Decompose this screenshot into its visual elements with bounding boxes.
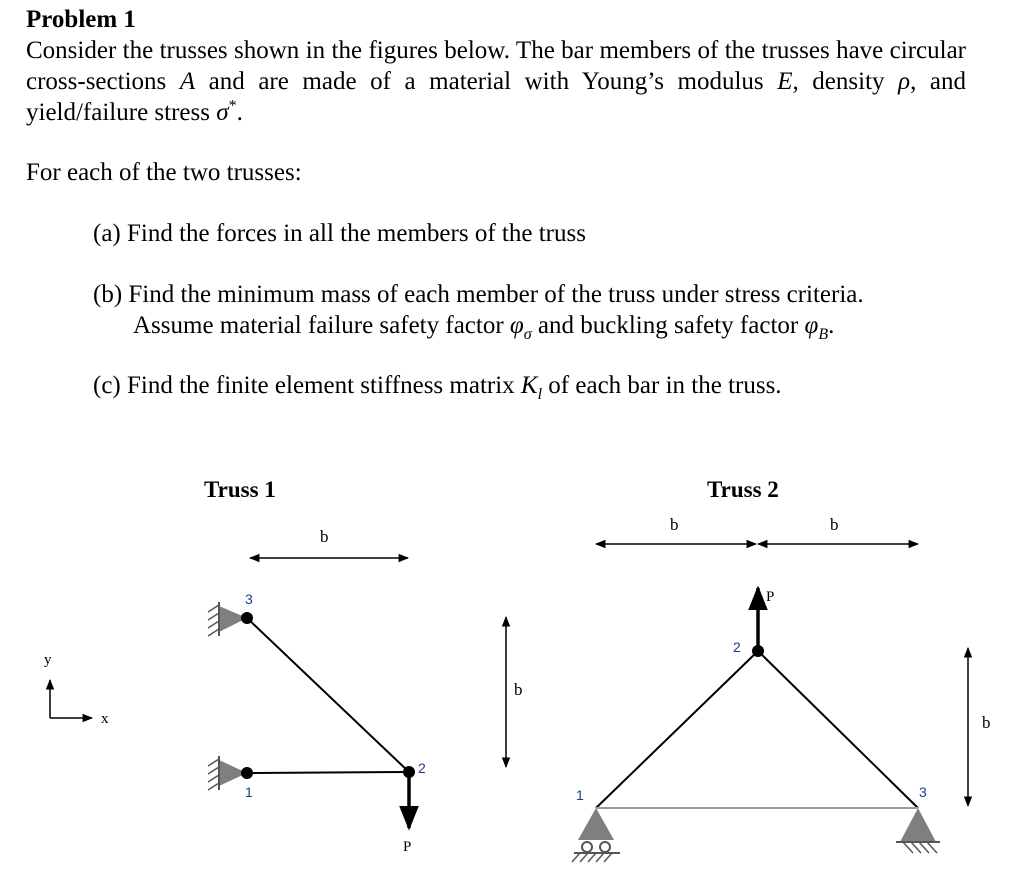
truss1-load-label: P bbox=[403, 839, 412, 855]
question-b-line-1: (b) Find the minimum mass of each member of the truss under stress criteria. bbox=[93, 281, 864, 308]
superscript-star: * bbox=[228, 97, 237, 115]
truss1-node-3 bbox=[241, 612, 253, 624]
truss1-member-1-2 bbox=[247, 772, 409, 773]
truss2-roller-support-1 bbox=[572, 808, 620, 862]
truss1-dim-vertical-label: b bbox=[514, 680, 523, 699]
symbol-area: A bbox=[179, 68, 196, 95]
intro-part-1: Consider the trusses shown in the figures below. The bar members of the trusses have circular cross-sections bbox=[26, 37, 966, 95]
truss2-node-1-label: 1 bbox=[576, 787, 584, 803]
truss2-dim-vertical-label: b bbox=[982, 713, 991, 732]
truss1-title: Truss 1 bbox=[204, 477, 276, 502]
truss2-node-2-label: 2 bbox=[733, 639, 741, 655]
truss2-pin-support-3 bbox=[896, 808, 940, 853]
symbol-phi-b: φ bbox=[804, 312, 819, 339]
question-b-text-2: and buckling safety factor bbox=[531, 312, 805, 339]
truss2-member-2-3 bbox=[758, 651, 918, 808]
axis-x-label: x bbox=[101, 711, 109, 727]
subscript-sigma: σ bbox=[523, 326, 532, 343]
truss2-node-3-label: 3 bbox=[919, 784, 927, 800]
question-a: (a) Find the forces in all the members of the truss bbox=[93, 220, 586, 247]
symbol-phi-sigma: φ bbox=[509, 312, 524, 339]
for-each-line: For each of the two trusses: bbox=[26, 159, 302, 186]
subscript-l: l bbox=[537, 386, 543, 403]
axes-icon bbox=[50, 680, 92, 718]
truss1-dim-horizontal-label: b bbox=[320, 527, 329, 546]
truss1-node-2-label: 2 bbox=[418, 760, 426, 776]
truss2-dim-left-label: b bbox=[670, 515, 679, 534]
question-c-text-1: (c) Find the finite element stiffness matrix bbox=[93, 372, 521, 399]
problem-intro bbox=[26, 35, 966, 128]
question-b-text-1: Assume material failure safety factor bbox=[133, 312, 510, 339]
symbol-stiffness-k: K bbox=[520, 372, 538, 399]
question-c-text-2: of each bar in the truss. bbox=[542, 372, 782, 399]
intro-part-5: . bbox=[236, 99, 243, 126]
question-b-text-3: . bbox=[828, 312, 835, 339]
truss2-member-1-2 bbox=[596, 651, 758, 808]
truss1-node-1-label: 1 bbox=[245, 784, 253, 800]
truss2-node-2 bbox=[752, 645, 764, 657]
intro-part-4: , and yield/failure stress bbox=[26, 68, 967, 126]
truss1-member-3-2 bbox=[247, 618, 409, 772]
symbol-youngs-modulus: E bbox=[777, 68, 793, 95]
symbol-stress: σ bbox=[216, 99, 229, 126]
truss2-dim-right-label: b bbox=[830, 515, 839, 534]
truss1-node-2 bbox=[403, 766, 415, 778]
problem-title: Problem 1 bbox=[26, 6, 136, 33]
symbol-density: ρ bbox=[898, 68, 911, 95]
truss2-title: Truss 2 bbox=[707, 477, 779, 502]
axis-y-label: y bbox=[44, 652, 52, 668]
truss-figure bbox=[0, 460, 1024, 892]
question-c bbox=[93, 370, 955, 401]
truss1-node-3-label: 3 bbox=[245, 591, 253, 607]
question-b-line-2 bbox=[93, 310, 955, 341]
intro-part-2: and are made of a material with Young’s modulus bbox=[195, 68, 778, 95]
truss2-load-label: P bbox=[766, 589, 775, 605]
intro-part-3: , density bbox=[792, 68, 899, 95]
subscript-b: B bbox=[818, 326, 829, 343]
question-b bbox=[93, 279, 955, 341]
truss1-node-1 bbox=[241, 767, 253, 779]
